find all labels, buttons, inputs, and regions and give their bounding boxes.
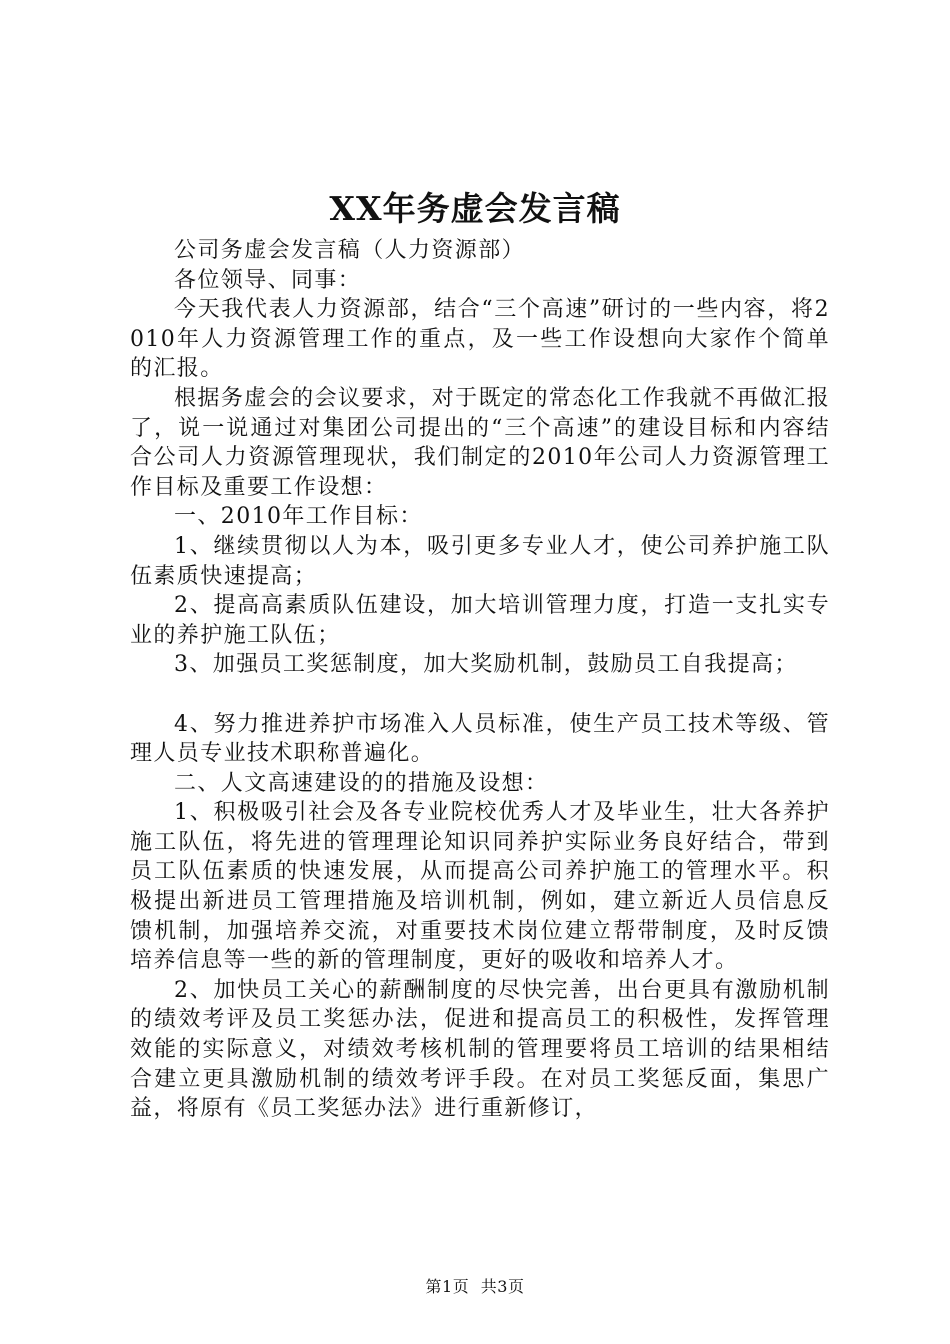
goal-item-3: 3、加强员工奖惩制度，加大奖励机制，鼓励员工自我提高； (174, 652, 798, 678)
goal-item-2: 2、提高高素质队伍建设，加大培训管理力度，打造一支扎实专业的养护施工队伍； (130, 593, 830, 648)
goal-item-1: 1、继续贯彻以人为本，吸引更多专业人才，使公司养护施工队伍素质快速提高； (130, 533, 830, 589)
measure-item-2: 2、加快员工关心的薪酬制度的尽快完善，出台更具有激励机制的绩效考评及员工奖惩办法，促进和提高员工的积极性，发挥管理效能的实际意义，对绩效考核机制的管理要将员工培训的结果相结合建立更具激励机制的绩效考评手段。在对员工奖惩反面，集思广益，将原有《员工奖惩办法》进行重新修订， (130, 977, 830, 1122)
section-heading-goals: 一、2010年工作目标： (174, 504, 423, 530)
section-heading-measures: 二、人文高速建设的的措施及设想： (174, 770, 549, 796)
page-total: 共3页 (480, 1277, 525, 1296)
document-title: XX年务虚会发言稿 (329, 189, 621, 228)
document-body (130, 236, 830, 1124)
goal-item-4: 4、努力推进养护市场准入人员标准，使生产员工技术等级、管理人员专业技术职称普遍化。 (130, 711, 830, 767)
paragraph-context: 根据务虚会的会议要求，对于既定的常态化工作我就不再做汇报了，说一说通过对集团公司提出的“三个高速”的建设目标和内容结合公司人力资源管理现状，我们制定的2010年公司人力资源管理工作目标及重要工作设想： (130, 385, 830, 500)
paragraph-intro: 今天我代表人力资源部，结合“三个高速”研讨的一些内容，将2010年人力资源管理工作的重点，及一些工作设想向大家作个简单的汇报。 (130, 297, 830, 382)
page-number: 第1页 (425, 1277, 470, 1296)
paragraph-subtitle: 公司务虚会发言稿（人力资源部） (174, 238, 526, 263)
blank-line (130, 680, 830, 710)
paragraph-salutation: 各位领导、同事： (174, 267, 362, 293)
page-footer (0, 1276, 950, 1298)
measure-item-1: 1、积极吸引社会及各专业院校优秀人才及毕业生，壮大各养护施工队伍，将先进的管理理论知识同养护实际业务良好结合，带到员工队伍素质的快速发展，从而提高公司养护施工的管理水平。积极提出新进员工管理措施及培训机制，例如，建立新近人员信息反馈机制，加强培养交流，对重要技术岗位建立帮带制度，及时反馈培养信息等一些的新的管理制度，更好的吸收和培养人才。 (130, 800, 830, 974)
